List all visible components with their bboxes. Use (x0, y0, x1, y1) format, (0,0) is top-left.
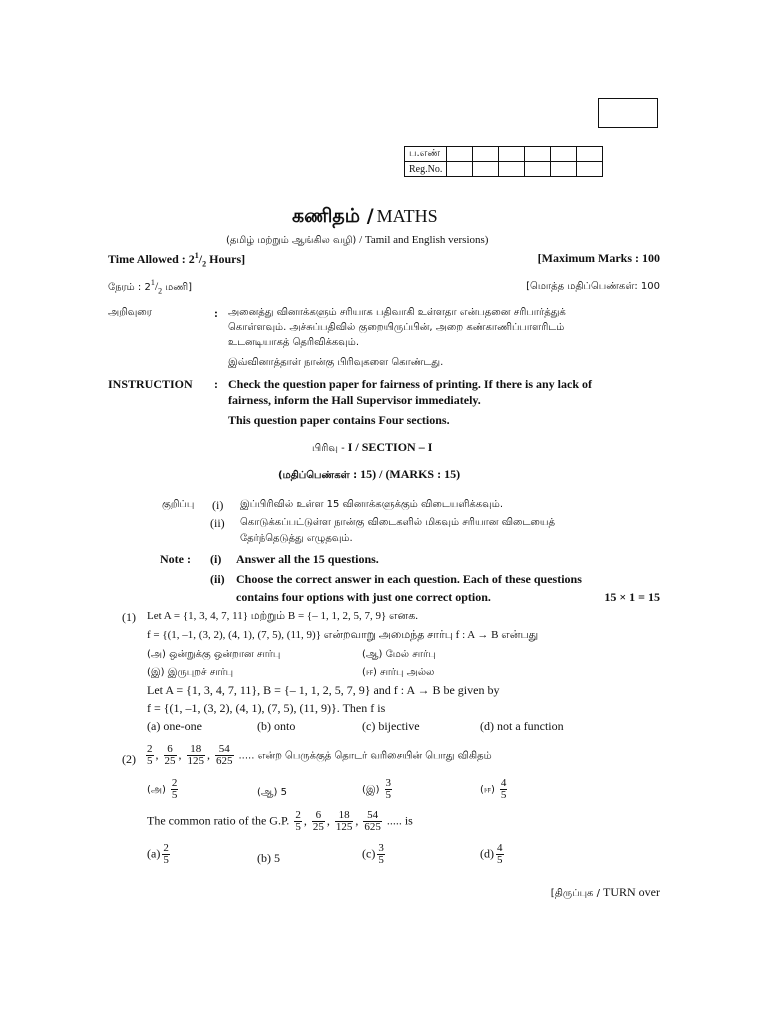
reg-no-table (404, 146, 603, 177)
note-tamil-1: இப்பிரிவில் உள்ள 15 வினாக்களுக்கும் விடையளிக்கவும். (240, 499, 504, 510)
q1-tamil-line2: f = {(1, –1, (3, 2), (4, 1), (7, 5), (11, 9)} என்றவாறு அமைந்த சார்பு f : A → B என்பது (147, 629, 539, 641)
reg-digit-box (447, 162, 473, 177)
version-note (226, 234, 488, 247)
q2-english-line: The common ratio of the G.P. $\frac{2}{5}$ , $\frac{6}{25}$ , $\frac{18}{125}$ , $\frac{54}{625}$ ..... is (147, 809, 413, 833)
q2-tamil-option-a: (அ) $\frac{2}{5}$ (147, 777, 178, 801)
reg-label-tamil: ப.எண் (405, 147, 447, 162)
q2-tamil-tail: ..... என்ற பெருக்குத் தொடர் வரிசையின் பொது விகிதம் (238, 750, 492, 762)
instruction-tamil-line1: அனைத்து வினாக்களும் சரியாக பதிவாகி உள்ளதா என்பதனை சரிபார்த்துக் (228, 307, 566, 318)
instruction-line2: fairness, inform the Hall Supervisor immediately. (228, 393, 481, 407)
time-allowed: Time Allowed : $2^1/_2$ Hours] (108, 251, 246, 269)
q2-seq-term: $\frac{2}{5}$ (147, 743, 153, 767)
reg-digit-box (473, 147, 499, 162)
q2-option-b: (b) 5 (257, 851, 280, 865)
note-line-2a: Choose the correct answer in each question. Each of these questions (236, 572, 582, 586)
q1-tamil-line1: Let A = {1, 3, 4, 7, 11} மற்றும் B = {– 1, 1, 2, 5, 7, 9} எனக. (147, 610, 419, 622)
q1-number: (1) (122, 610, 136, 624)
q1-option-d: (d) not a function (480, 719, 564, 733)
q1-tamil-option-b: (ஆ) மேல் சார்பு (362, 649, 436, 660)
max-marks: [Maximum Marks : 100 (537, 251, 660, 265)
reg-digit-box (551, 162, 577, 177)
q1-tamil-option-c: (இ) இருபுறச் சார்பு (147, 667, 234, 678)
q2-tamil-line: $\frac{2}{5}$ , $\frac{6}{25}$ , $\frac{18}{125}$ , $\frac{54}{625}$ ..... என்ற பெருக்குத் தொடர் வரிசையின் பொது விகிதம் (147, 743, 492, 767)
note-line-2b: contains four options with just one correct option. (236, 590, 491, 604)
page-title (292, 205, 438, 230)
note-label-tamil: குறிப்பு (162, 499, 195, 510)
note-num-2: (ii) (210, 572, 225, 586)
reg-digit-box (577, 147, 603, 162)
section-title: பிரிவு - I / SECTION – I (312, 440, 433, 454)
title-english: MATHS (376, 206, 438, 226)
turn-over: [திருப்புக / TURN over (550, 885, 660, 899)
q1-tamil-option-d: (ஈ) சார்பு அல்ல (362, 667, 435, 678)
q2-option-c: (c) $\frac{3}{5}$ (362, 842, 384, 866)
reg-digit-box (525, 162, 551, 177)
reg-digit-box (499, 162, 525, 177)
q2-option-d: (d) $\frac{4}{5}$ (480, 842, 503, 866)
marks-tamil: [மொத்த மதிப்பெண்கள்: 100 (526, 281, 660, 292)
q2-seq-term: $\frac{6}{25}$ (164, 743, 176, 767)
q1-english-line2: f = {(1, –1, (3, 2), (4, 1), (7, 5), (11, 9)}. Then f is (147, 701, 386, 715)
note-tamil-2a: கொடுக்கப்பட்டுள்ள நான்கு விடைகளில் மிகவும் சரியான விடையைத் (240, 517, 555, 528)
reg-digit-box (577, 162, 603, 177)
q1-option-b: (b) onto (257, 719, 296, 733)
q2-tamil-option-b: (ஆ) 5 (257, 787, 287, 798)
reg-digit-box (499, 147, 525, 162)
q1-option-a: (a) one-one (147, 719, 202, 733)
q2-number: (2) (122, 752, 136, 766)
instruction-line3: This question paper contains Four sections. (228, 413, 450, 427)
page-code-box (598, 98, 658, 128)
q1-english-line1: Let A = {1, 3, 4, 7, 11}, B = {– 1, 1, 2, 5, 7, 9} and f : A → B be given by (147, 683, 500, 697)
q2-tamil-option-d: (ஈ) $\frac{4}{5}$ (480, 777, 507, 801)
instruction-tamil-line4: இவ்வினாத்தாள் நான்கு பிரிவுகளை கொண்டது. (228, 357, 444, 368)
version-tamil: (தமிழ் மற்றும் ஆங்கில வழி) (226, 235, 357, 246)
q1-option-c: (c) bijective (362, 719, 420, 733)
version-english: / Tamil and English versions) (359, 234, 489, 246)
q1-tamil-option-a: (அ) ஒன்றுக்கு ஒன்றான சார்பு (147, 649, 281, 660)
note-line-1: Answer all the 15 questions. (236, 552, 379, 566)
note-tamil-num-1: (i) (212, 498, 224, 512)
note-tamil-2b: தேர்ந்தெடுத்து எழுதவும். (240, 533, 353, 544)
note-label: Note : (160, 552, 191, 566)
note-tamil-num-2: (ii) (210, 516, 225, 530)
note-num-1: (i) (210, 552, 222, 566)
reg-digit-box (473, 162, 499, 177)
reg-label: Reg.No. (405, 162, 447, 177)
reg-digit-box (551, 147, 577, 162)
instruction-label-tamil: அறிவுரை (108, 307, 152, 318)
colon: : (214, 306, 218, 320)
q2-option-a: (a) $\frac{2}{5}$ (147, 842, 169, 866)
section-marks: (மதிப்பெண்கள் : 15) / (MARKS : 15) (278, 467, 461, 481)
instruction-tamil-line3: உடனடியாகத் தெரிவிக்கவும். (228, 337, 360, 348)
section-score: 15 × 1 = 15 (604, 590, 660, 604)
q2-seq-term: $\frac{18}{125}$ (187, 743, 204, 767)
instruction-label: INSTRUCTION (108, 377, 193, 391)
colon: : (214, 377, 218, 391)
reg-digit-box (525, 147, 551, 162)
q2-tamil-option-c: (இ) $\frac{3}{5}$ (362, 777, 392, 801)
instruction-line1: Check the question paper for fairness of printing. If there is any lack of (228, 377, 593, 391)
time-tamil: நேரம் : $2^1/_2$ மணி] (108, 278, 192, 296)
q2-seq-term: $\frac{54}{625}$ (216, 743, 233, 767)
title-tamil: கணிதம் / (292, 205, 374, 227)
reg-digit-box (447, 147, 473, 162)
instruction-tamil-line2: கொள்ளவும். அச்சுப்பதிவில் குறையிருப்பின், அறை கண்காணிப்பாளரிடம் (228, 322, 565, 333)
